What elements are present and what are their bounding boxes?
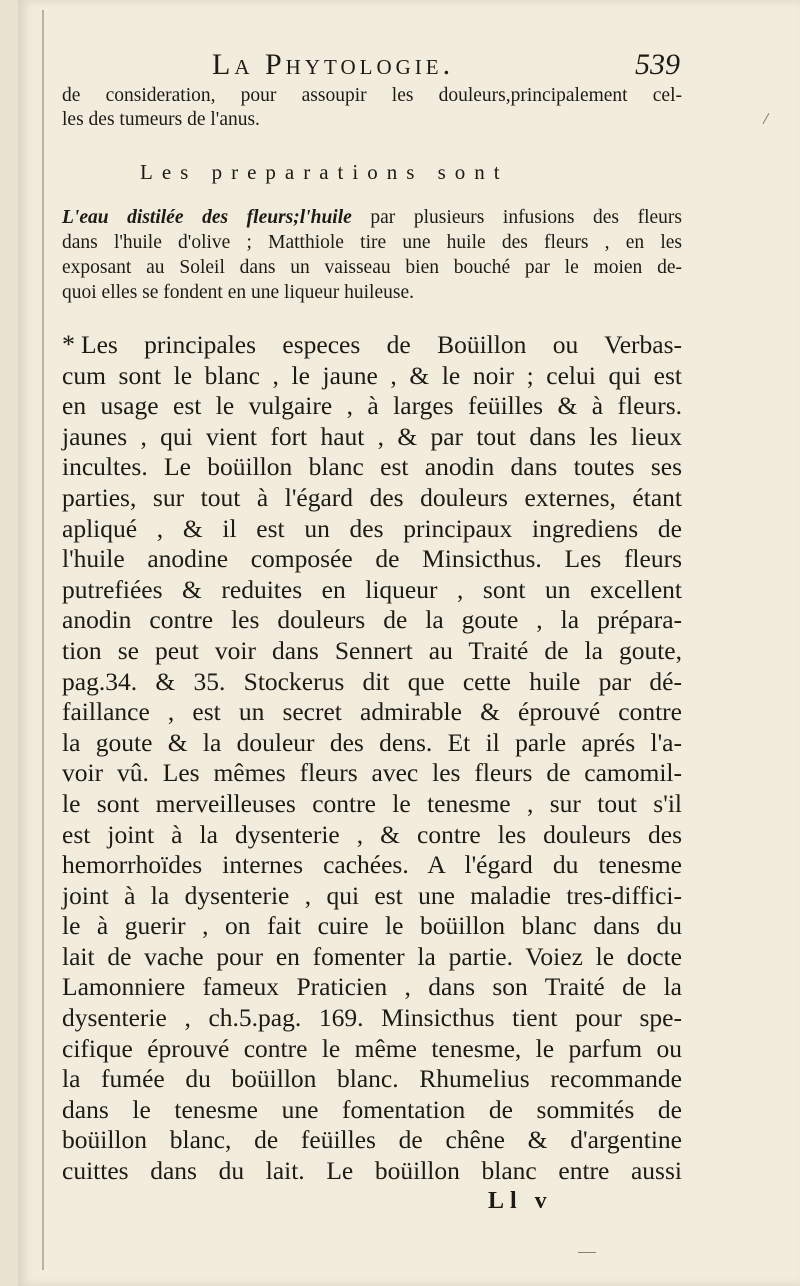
main-line: putrefiées & reduites en liqueur , sont un excellent <box>62 574 682 604</box>
main-line: la goute & la douleur des dens. Et il parle aprés l'a- <box>62 727 682 757</box>
asterisk-marker: * <box>62 330 75 359</box>
main-line: pag.34. & 35. Stockerus dit que cette huile par dé- <box>62 666 682 696</box>
prep-line: exposant au Soleil dans un vaisseau bien bouché par le moien de- <box>62 257 682 278</box>
main-line: cuittes dans du lait. Le boüillon blanc entre aussi <box>62 1156 682 1186</box>
page-gutter-line <box>42 10 44 1270</box>
page-header <box>60 48 680 88</box>
preparations-paragraph <box>62 205 682 305</box>
main-line-text: Les principales especes de Boüillon ou Verbas- <box>81 330 682 359</box>
running-title: La Phytologie. <box>212 48 455 81</box>
main-line: anodin contre les douleurs de la goute , la prépara- <box>62 605 682 635</box>
main-line-first <box>62 330 682 361</box>
intro-line: les des tumeurs de l'anus. <box>62 109 260 130</box>
section-title: Les preparations sont <box>140 160 509 184</box>
main-line: la fumée du boüillon blanc. Rhumelius recommande <box>62 1064 682 1094</box>
main-paragraph <box>62 330 682 1187</box>
intro-line: de consideration, pour assoupir les douleurs,principalement cel- <box>62 85 682 106</box>
main-line: l'huile anodine composée de Minsicthus. Les fleurs <box>62 544 682 574</box>
prep-line: dans l'huile d'olive ; Matthiole tire une huile des fleurs , en les <box>62 232 682 253</box>
main-line: joint à la dysenterie , qui est une maladie tres-diffici- <box>62 880 682 910</box>
main-line: est joint à la dysenterie , & contre les douleurs des <box>62 819 682 849</box>
main-line: hemorrhoïdes internes cachées. A l'égard du tenesme <box>62 850 682 880</box>
main-line: le sont merveilleuses contre le tenesme , sur tout s'il <box>62 788 682 818</box>
main-line: voir vû. Les mêmes fleurs avec les fleurs de camomil- <box>62 758 682 788</box>
main-line: jaunes , qui vient fort haut , & par tout dans les lieux <box>62 421 682 451</box>
main-line: lait de vache pour en fomenter la partie. Voiez le docte <box>62 941 682 971</box>
main-line: faillance , est un secret admirable & éprouvé contre <box>62 697 682 727</box>
main-line: Lamonniere fameux Praticien , dans son Traité de la <box>62 972 682 1002</box>
main-line: parties, sur tout à l'égard des douleurs externes, étant <box>62 482 682 512</box>
prep-lead-italic: L'eau distilée des fleurs;l'huile <box>62 207 352 228</box>
signature-mark: Ll v <box>488 1188 553 1214</box>
main-line: incultes. Le boüillon blanc est anodin dans toutes ses <box>62 452 682 482</box>
main-line: dans le tenesme une fomentation de sommités de <box>62 1094 682 1124</box>
main-line: boüillon blanc, de feüilles de chêne & d'argentine <box>62 1125 682 1155</box>
margin-smudge <box>578 1252 596 1253</box>
main-line: tion se peut voir dans Sennert au Traité de la goute, <box>62 635 682 665</box>
page-number: 539 <box>635 48 680 81</box>
prep-lead-rest: par plusieurs infusions des fleurs <box>351 207 682 228</box>
main-line: cifique éprouvé contre le même tenesme, le parfum ou <box>62 1033 682 1063</box>
prep-first-line <box>62 205 682 230</box>
main-line: en usage est le vulgaire , à larges feüilles & à fleurs. <box>62 391 682 421</box>
main-line: le à guerir , on fait cuire le boüillon blanc dans du <box>62 911 682 941</box>
main-line: apliqué , & il est un des principaux ingrediens de <box>62 513 682 543</box>
main-line: cum sont le blanc , le jaune , & le noir ; celui qui est <box>62 360 682 390</box>
intro-paragraph <box>62 84 682 132</box>
main-line: dysenterie , ch.5.pag. 169. Minsicthus tient pour spe- <box>62 1003 682 1033</box>
prep-line: quoi elles se fondent en une liqueur huileuse. <box>62 282 414 303</box>
